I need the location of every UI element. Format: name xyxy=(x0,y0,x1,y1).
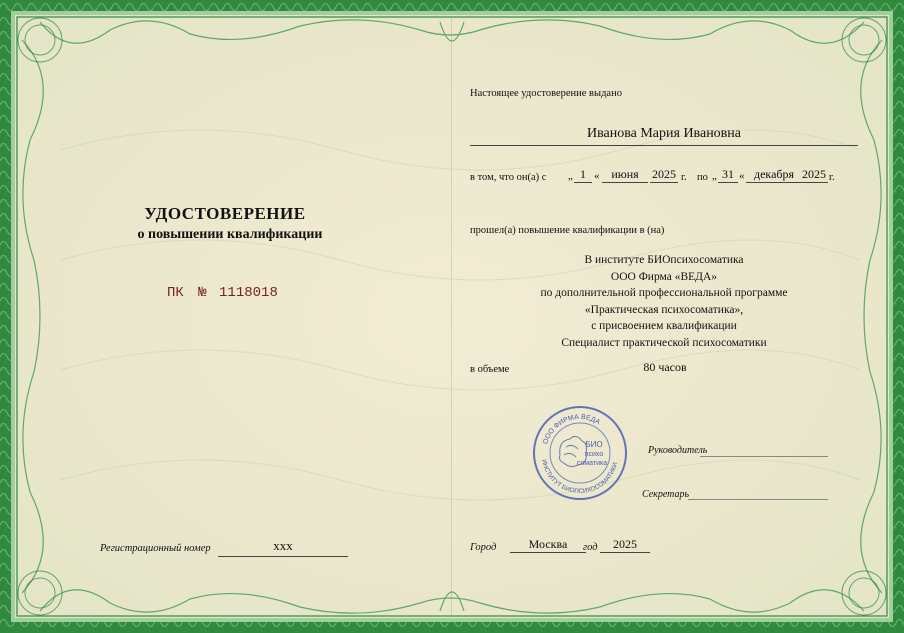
city-label: Город xyxy=(470,542,497,553)
stamp-top-text: ООО ФИРМА ВЕДА xyxy=(542,413,602,446)
passed-label: прошел(а) повышение квалификации в (на) xyxy=(470,225,665,236)
year-line xyxy=(600,552,650,553)
stamp-center-line3: соматика xyxy=(576,460,608,467)
certificate-number: 1118018 xyxy=(219,285,278,301)
from-year-suffix: г. xyxy=(681,172,687,183)
stamp-center-line1: БИО xyxy=(585,440,603,449)
stamp-center-line2: психо xyxy=(584,451,604,458)
body-line: ООО Фирма «ВЕДА» xyxy=(610,270,718,283)
reg-number-line xyxy=(218,556,348,557)
from-month-line xyxy=(602,182,648,183)
to-year-suffix: г. xyxy=(829,172,835,183)
recipient-name: Иванова Мария Ивановна xyxy=(586,126,742,141)
head-label: Руководитель xyxy=(648,445,708,456)
to-day-line xyxy=(718,182,738,183)
stamp-bottom-text: ИНСТИТУТ БИОПСИХОСОМАТИКИ xyxy=(540,458,620,496)
body-line: «Практическая психосоматика», xyxy=(584,303,744,316)
from-day-open-quote: „ xyxy=(568,170,573,182)
to-word: по xyxy=(697,172,708,183)
from-month: июня xyxy=(611,167,639,181)
recipient-name-line xyxy=(470,145,858,146)
number-sign: № xyxy=(198,285,207,301)
organization-stamp xyxy=(530,403,630,503)
year-label: год xyxy=(583,542,598,553)
period-lead: в том, что он(а) с xyxy=(470,172,547,183)
body-line: по дополнительной профессиональной программе xyxy=(540,287,788,300)
to-day: 31 xyxy=(722,167,734,181)
secretary-label: Секретарь xyxy=(642,489,690,500)
year-value: 2025 xyxy=(613,537,637,551)
from-year: 2025 xyxy=(652,167,676,181)
document-subtitle: о повышении квалификации xyxy=(137,227,323,242)
document-title: УДОСТОВЕРЕНИЕ xyxy=(144,204,306,223)
series: ПК xyxy=(167,285,184,301)
to-month: декабря xyxy=(753,167,795,181)
from-day-close-quote: « xyxy=(594,170,600,182)
certificate-number-block xyxy=(167,285,278,301)
reg-number-value: ххх xyxy=(273,538,293,553)
to-day-open-quote: „ xyxy=(712,170,717,182)
page-fold xyxy=(451,18,452,615)
program-description xyxy=(470,252,858,352)
reg-number-label: Регистрационный номер xyxy=(100,543,211,554)
head-signature-line xyxy=(700,456,828,457)
volume-label: в объеме xyxy=(470,364,510,375)
to-day-close-quote: « xyxy=(739,170,745,182)
from-day: 1 xyxy=(580,167,586,181)
city-value: Москва xyxy=(528,537,568,551)
secretary-signature-line xyxy=(688,499,828,500)
to-year-line xyxy=(800,182,828,183)
from-day-line xyxy=(574,182,592,183)
body-line: с присвоением квалификации xyxy=(591,320,737,333)
issued-label: Настоящее удостоверение выдано xyxy=(470,88,622,99)
body-line: Специалист практической психосоматики xyxy=(561,336,767,349)
to-month-line xyxy=(746,182,802,183)
body-line: В институте БИОпсихосоматика xyxy=(584,254,744,266)
from-year-line xyxy=(650,182,678,183)
volume-value: 80 часов xyxy=(643,360,687,374)
to-year: 2025 xyxy=(802,167,826,181)
city-line xyxy=(510,552,586,553)
